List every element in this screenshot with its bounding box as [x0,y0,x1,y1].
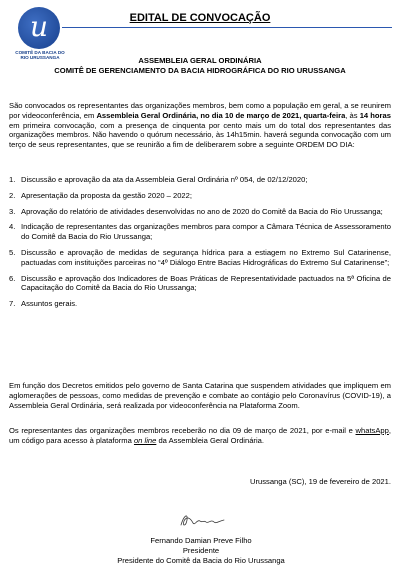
agenda-number: 3. [9,206,16,216]
agenda-number: 4. [9,222,16,232]
agenda-number: 1. [9,175,16,184]
intro-date: Assembleia Geral Ordinária, no dia 10 de março de 2021, quarta-feira [96,110,346,120]
agenda-item [9,191,391,201]
agenda-number: 5. [9,247,16,257]
header-divider [62,27,392,28]
agenda-text: Discussão e aprovação de medidas de segurança hídrica para a estiagem no Extremo Sul Catarinense, pactuadas com instituições parceiras no “4º Diálogo Entre Bacias Hidrográficas do Extremo Sul Catarinense”; [21,247,391,267]
committee-heading: COMITÊ DE GERENCIAMENTO DA BACIA HIDROGRÁFICA DO RIO URUSSANGA [54,66,346,75]
intro-paragraph [9,101,391,150]
agenda-number: 6. [9,273,16,283]
access-online: on line [133,435,157,445]
intro-text-3: em primeira convocação, com a presença de cinquenta por cento mais um do total dos representantes das organizações membros. Não havendo o quórum necessário, às 14h15min. haverá segunda convocação com um terço de seus representantes, que se reunirão a fim de deliberarem sobre a seguinte ORDEM DO DIA: [9,120,391,150]
signatory-role: Presidente [182,546,220,555]
agenda-item [9,274,391,294]
agenda-text: Assuntos gerais. [21,299,78,309]
agenda-number: 2. [9,190,16,200]
page-title: EDITAL DE CONVOCAÇÃO [129,12,271,24]
decree-paragraph: Em função dos Decretos emitidos pelo governo de Santa Catarina que suspendem atividades que impliquem em aglomerações de pessoas, como medidas de prevenção e combate ao contágio pelo Coronavírus (COVID-19), a Assembleia Geral Ordinária, será realizada por videoconferência na Plataforma Zoom. [9,381,391,410]
signatory-organization: Presidente do Comitê da Bacia do Rio Urussanga [117,556,285,565]
signatory-name: Fernando Damian Preve Filho [150,536,252,545]
agenda-text: Indicação de representantes das organizações membros para compor a Câmara Técnica de Assessoramento do Comitê da Bacia do Rio Urussanga; [21,222,391,242]
agenda-number: 7. [9,299,16,309]
agenda-text: Apresentação da proposta da gestão 2020 – 2022; [21,190,192,200]
agenda-text: Discussão e aprovação dos Indicadores de Boas Práticas de Representatividade pactuados na 5ª Oficina de Capacitação do Comitê da Bacia do Rio Urussanga; [21,273,391,293]
logo-letter: u [29,10,49,43]
assembly-heading: ASSEMBLEIA GERAL ORDINÁRIA [138,56,262,65]
agenda-item [9,299,391,309]
intro-time: 14 horas [359,110,391,120]
logo-tagline: COMITÊ DA BACIA DO RIO URUSSANGA [15,50,65,60]
agenda-list [9,175,391,315]
agenda-text: Discussão e aprovação da ata da Assembleia Geral Ordinária nº 054, de 02/12/2020; [21,175,308,184]
agenda-item [9,248,391,268]
intro-text-2: , às [345,110,360,120]
agenda-text: Aprovação do relatório de atividades desenvolvidas no ano de 2020 do Comitê da Bacia do Rio Urussanga; [21,206,383,216]
access-text-2: , um código para acesso à plataforma [9,426,391,445]
agenda-item [9,222,391,242]
access-text-1: Os representantes das organizações membros receberão no dia 09 de março de 2021, por e-mail e [9,426,356,435]
agenda-item [9,207,391,217]
access-whatsapp: whatsApp [355,426,389,435]
place-date: Urussanga (SC), 19 de fevereiro de 2021. [250,477,391,486]
access-paragraph [9,426,391,446]
agenda-item [9,175,391,185]
intro-text-1: São convocados os representantes das organizações membros, bem como a população em geral, a se reunirem por videoconferência, em [9,101,391,120]
access-text-3: da Assembleia Geral Ordinária. [156,435,264,445]
handwritten-signature [178,511,228,531]
